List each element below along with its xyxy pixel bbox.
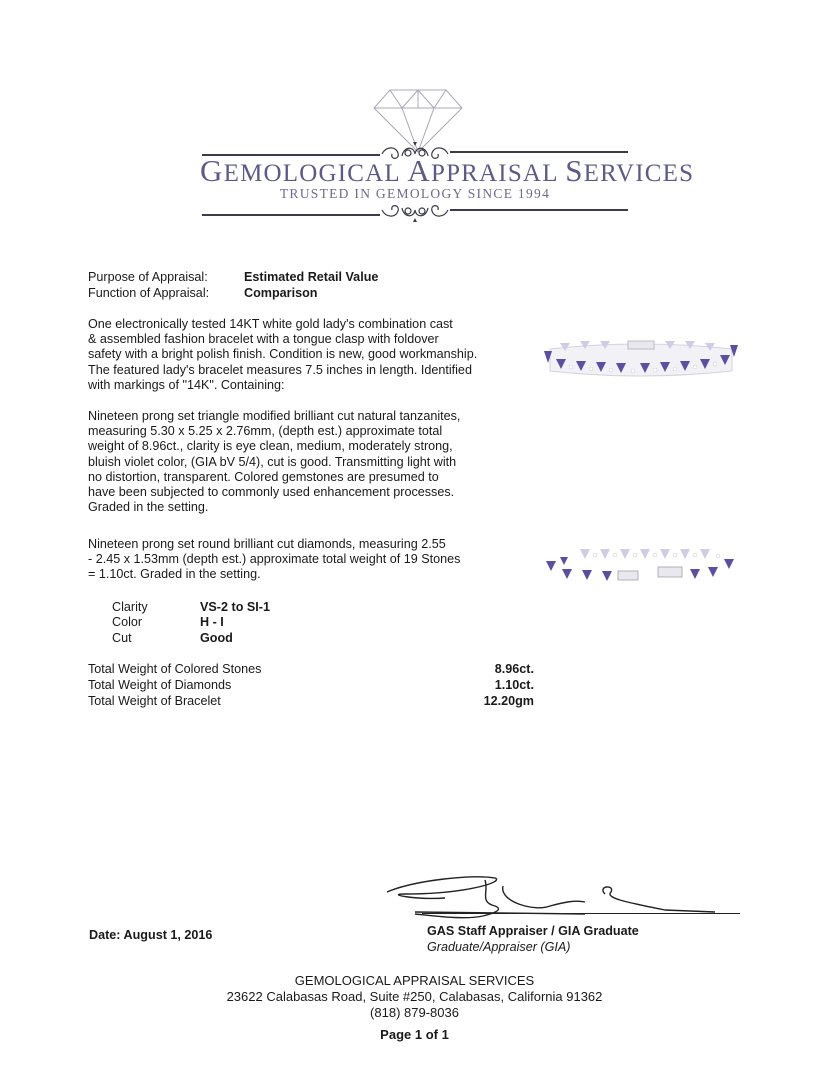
text-line: One electronically tested 14KT white gold lady's combination cast — [88, 317, 453, 331]
cut-value: Good — [200, 631, 233, 645]
company-name-logo: GEMOLOGICAL APPRAISAL SERVICES — [200, 153, 695, 188]
text-line: Graded in the setting. — [88, 500, 209, 515]
text-line: safety with a bright polish finish. Condition is new, good workmanship. — [88, 347, 478, 362]
appraiser-title: GAS Staff Appraiser / GIA Graduate — [427, 924, 639, 938]
purpose-label: Purpose of Appraisal: — [88, 270, 208, 284]
text-line: = 1.10ct. Graded in the setting. — [88, 567, 261, 582]
total-colored-stones-value: 8.96ct. — [494, 662, 534, 676]
text-line: have been subjected to commonly used enhancement processes. — [88, 485, 455, 500]
footer-phone: (818) 879-8036 — [370, 1005, 459, 1020]
text-line: The featured lady's bracelet measures 7.5 inches in length. Identified — [88, 362, 472, 377]
footer-company: GEMOLOGICAL APPRAISAL SERVICES — [294, 973, 535, 988]
text-line: bluish violet color, (GIA bV 5/4), cut is good. Transmitting light with — [88, 454, 457, 469]
total-diamonds-value: 1.10ct. — [494, 678, 534, 692]
text-line: & assembled fashion bracelet with a tongue clasp with foldover — [88, 332, 439, 347]
diamond-description — [88, 537, 518, 583]
bracelet-photo-top-view — [540, 333, 740, 388]
clarity-value: VS-2 to SI-1 — [200, 600, 270, 614]
logo-bottom-rule-right — [450, 209, 628, 211]
appraiser-signature — [375, 872, 715, 924]
letterhead-logo — [0, 0, 829, 240]
logo-bottom-rule-left — [202, 214, 380, 216]
function-value: Comparison — [244, 286, 318, 300]
text-line: - 2.45 x 1.53mm (depth est.) approximate total weight of 19 Stones — [88, 552, 461, 567]
cut-label: Cut — [112, 631, 132, 645]
function-label: Function of Appraisal: — [88, 286, 210, 300]
text-line: Nineteen prong set round brilliant cut diamonds, measuring 2.55 — [88, 537, 446, 551]
flourish-bottom-icon — [378, 200, 452, 222]
signature-line — [422, 913, 740, 914]
total-bracelet-value: 12.20gm — [483, 694, 534, 708]
text-line: measuring 5.30 x 5.25 x 2.76mm, (depth est.) approximate total — [88, 424, 443, 439]
bracelet-photo-open-clasp — [540, 545, 740, 590]
color-value: H - I — [200, 615, 224, 629]
item-description — [88, 317, 518, 393]
text-line: with markings of "14K". Containing: — [88, 377, 285, 392]
appraisal-date: Date: August 1, 2016 — [89, 928, 213, 942]
company-tagline: TRUSTED IN GEMOLOGY SINCE 1994 — [279, 186, 551, 201]
total-colored-stones-label: Total Weight of Colored Stones — [88, 662, 262, 676]
page-number: Page 1 of 1 — [380, 1027, 449, 1042]
text-line: no distortion, transparent. Colored gemstones are presumed to — [88, 469, 439, 484]
purpose-value: Estimated Retail Value — [244, 270, 379, 284]
total-bracelet-label: Total Weight of Bracelet — [88, 694, 221, 708]
tanzanite-description — [88, 409, 518, 515]
text-line: weight of 8.96ct., clarity is eye clean, medium, moderately strong, — [88, 439, 453, 454]
clarity-label: Clarity — [112, 600, 148, 614]
color-label: Color — [112, 615, 143, 629]
appraiser-subtitle: Graduate/Appraiser (GIA) — [427, 940, 571, 954]
text-line: Nineteen prong set triangle modified brilliant cut natural tanzanites, — [88, 409, 461, 423]
total-diamonds-label: Total Weight of Diamonds — [88, 678, 232, 692]
footer-address: 23622 Calabasas Road, Suite #250, Calabasas, California 91362 — [226, 989, 603, 1004]
